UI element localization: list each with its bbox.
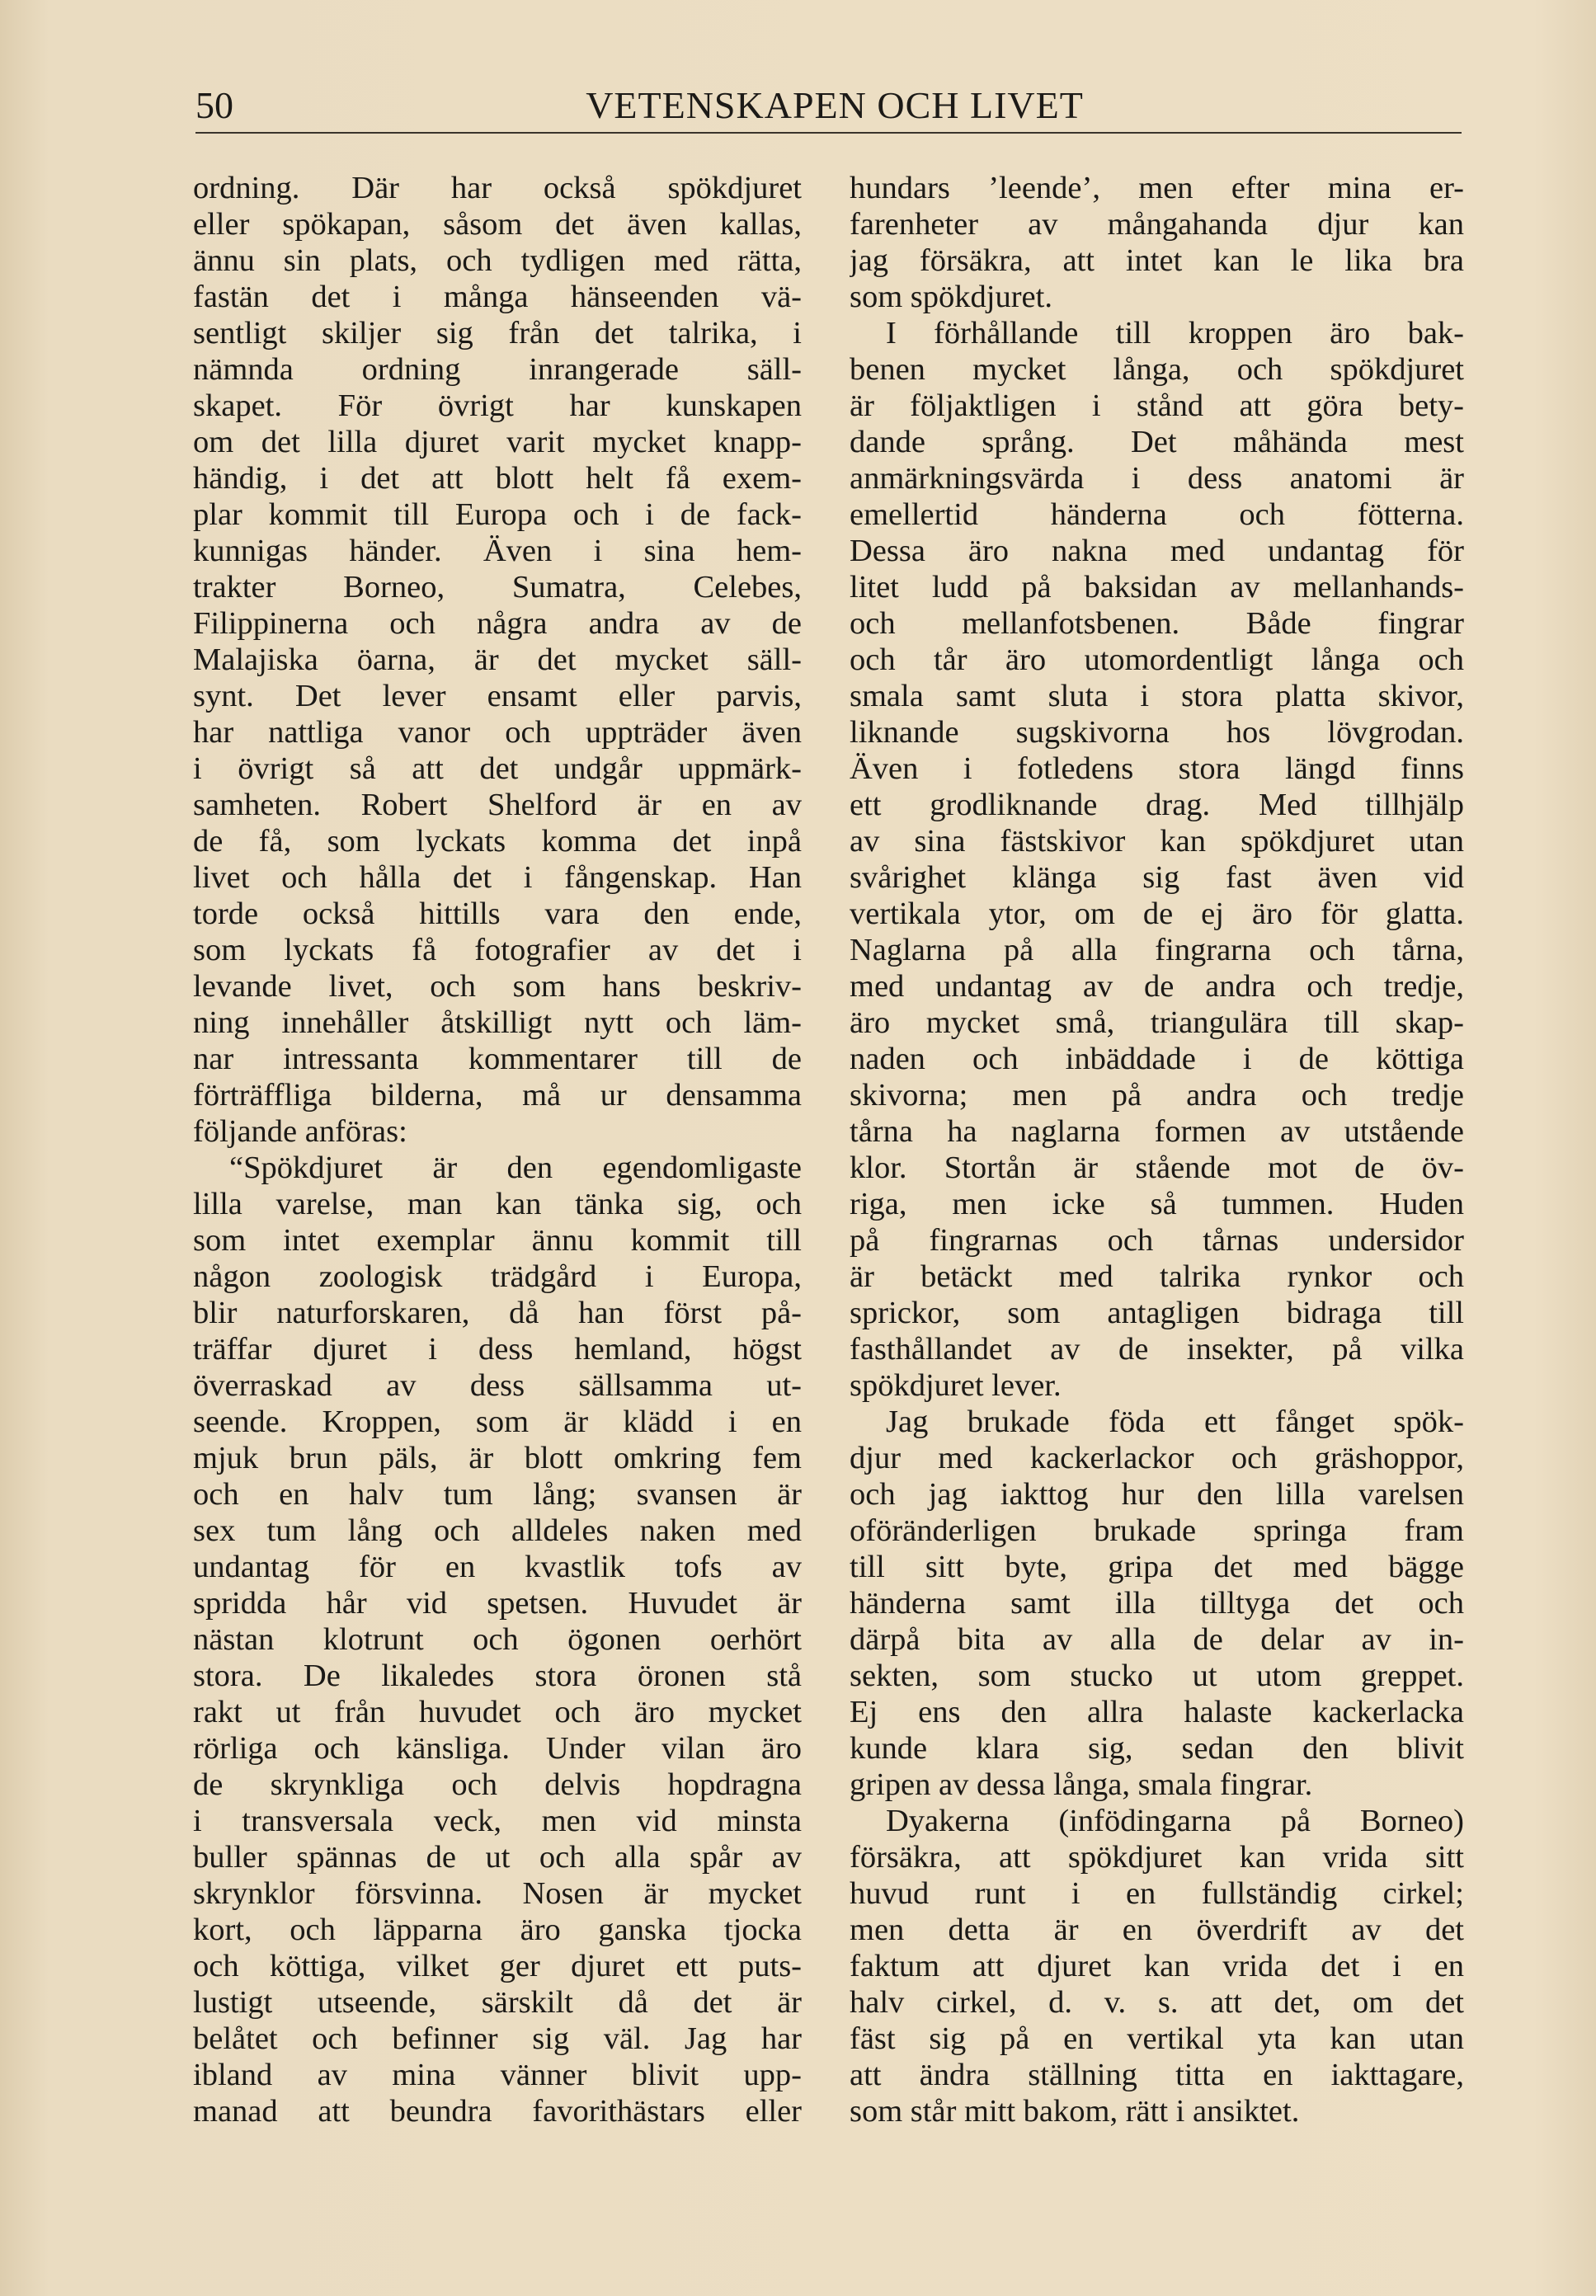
text-line: riga, men icke så tummen. Huden xyxy=(850,1187,1464,1221)
text-line: Malajiska öarna, är det mycket säll- xyxy=(193,642,802,677)
text-line: de skrynkliga och delvis hopdragna xyxy=(193,1767,802,1802)
text-line: mjuk brun päls, är blott omkring fem xyxy=(193,1441,802,1475)
text-line: av sina fästskivor kan spökdjuret utan xyxy=(850,824,1464,859)
text-line: som lyckats få fotografier av det i xyxy=(193,933,802,967)
text-line: trakter Borneo, Sumatra, Celebes, xyxy=(193,570,802,605)
text-line: ordning. Där har också spökdjuret xyxy=(193,171,802,205)
text-line: de få, som lyckats komma det inpå xyxy=(193,824,802,859)
text-line: i övrigt så att det undgår uppmärk- xyxy=(193,751,802,786)
text-line: levande livet, och som hans beskriv- xyxy=(193,969,802,1004)
text-line: som spökdjuret. xyxy=(850,280,1052,314)
text-line: har nattliga vanor och uppträder även xyxy=(193,715,802,750)
text-line: nar intressanta kommentarer till de xyxy=(193,1042,802,1076)
left-column xyxy=(193,170,802,2129)
text-line: fastän det i många hänseenden vä- xyxy=(193,280,802,314)
text-line: smala samt sluta i stora platta skivor, xyxy=(850,679,1464,713)
text-line: är betäckt med talrika rynkor och xyxy=(850,1259,1464,1294)
text-line: spridda hår vid spetsen. Huvudet är xyxy=(193,1586,802,1621)
running-title: VETENSKAPEN OCH LIVET xyxy=(586,84,1084,126)
text-line: nästan klotrunt och ögonen oerhört xyxy=(193,1622,802,1657)
text-line: fäst sig på en vertikal yta kan utan xyxy=(850,2021,1464,2056)
text-line: sex tum lång och alldeles naken med xyxy=(193,1513,802,1548)
text-line: torde också hittills vara den ende, xyxy=(193,896,802,931)
text-line: hundars ’leende’, men efter mina er- xyxy=(850,171,1464,205)
text-line: och jag iakttog hur den lilla varelsen xyxy=(850,1477,1464,1512)
text-line: lilla varelse, man kan tänka sig, och xyxy=(193,1187,802,1221)
text-line: händig, i det att blott helt få exem- xyxy=(193,461,802,496)
text-line: djur med kackerlackor och gräshoppor, xyxy=(850,1441,1464,1475)
text-line: Ej ens den allra halaste kackerlacka xyxy=(850,1695,1464,1729)
text-line: någon zoologisk trädgård i Europa, xyxy=(193,1259,802,1294)
text-line: försäkra, att spökdjuret kan vrida sitt xyxy=(850,1840,1464,1875)
text-line: emellertid händerna och fötterna. xyxy=(850,497,1464,532)
text-line: är följaktligen i stånd att göra bety- xyxy=(850,388,1464,423)
text-line: Dessa äro nakna med undantag för xyxy=(850,534,1464,568)
text-line: eller spökapan, såsom det även kallas, xyxy=(193,207,802,242)
text-line: Även i fotledens stora längd finns xyxy=(850,751,1464,786)
text-line: litet ludd på baksidan av mellanhands- xyxy=(850,570,1464,605)
text-line: och köttiga, vilket ger djuret ett puts- xyxy=(193,1949,802,1983)
text-line: men detta är en överdrift av det xyxy=(850,1913,1464,1947)
text-line: rakt ut från huvudet och äro mycket xyxy=(193,1695,802,1729)
text-line: manad att beundra favorithästars eller xyxy=(193,2094,802,2129)
text-line: ett grodliknande drag. Med tillhjälp xyxy=(850,788,1464,822)
text-line: belåtet och befinner sig väl. Jag har xyxy=(193,2021,802,2056)
text-line: äro mycket små, triangulära till skap- xyxy=(850,1005,1464,1040)
text-line: dande språng. Det måhända mest xyxy=(850,425,1464,459)
text-line: livet och hålla det i fångenskap. Han xyxy=(193,860,802,895)
text-line: undantag för en kvastlik tofs av xyxy=(193,1550,802,1584)
text-line: att ändra ställning titta en iakttagare, xyxy=(850,2058,1464,2092)
text-line: stora. De likaledes stora öronen stå xyxy=(193,1658,802,1693)
text-line: jag försäkra, att intet kan le lika bra xyxy=(850,243,1464,278)
text-line: med undantag av de andra och tredje, xyxy=(850,969,1464,1004)
text-line: faktum att djuret kan vrida det i en xyxy=(850,1949,1464,1983)
text-line: i transversala veck, men vid minsta xyxy=(193,1804,802,1838)
text-line: benen mycket långa, och spökdjuret xyxy=(850,352,1464,387)
text-line: klor. Stortån är stående mot de öv- xyxy=(850,1150,1464,1185)
text-line: nämnda ordning inrangerade säll- xyxy=(193,352,802,387)
text-line: skivorna; men på andra och tredje xyxy=(850,1078,1464,1113)
text-line: fasthållandet av de insekter, på vilka xyxy=(850,1332,1464,1367)
text-line: Naglarna på alla fingrarna och tårna, xyxy=(850,933,1464,967)
text-line: kunde klara sig, sedan den blivit xyxy=(850,1731,1464,1766)
text-line: ännu sin plats, och tydligen med rätta, xyxy=(193,243,802,278)
text-line: följande anföras: xyxy=(193,1114,407,1149)
text-line: överraskad av dess sällsamma ut- xyxy=(193,1368,802,1403)
text-line: seende. Kroppen, som är klädd i en xyxy=(193,1404,802,1439)
text-line: rörliga och känsliga. Under vilan äro xyxy=(193,1731,802,1766)
text-line: Dyakerna (infödingarna på Borneo) xyxy=(886,1804,1464,1838)
text-line: som intet exemplar ännu kommit till xyxy=(193,1223,802,1258)
text-line: därpå bita av alla de delar av in- xyxy=(850,1622,1464,1657)
text-line: om det lilla djuret varit mycket knapp- xyxy=(193,425,802,459)
text-line: anmärkningsvärda i dess anatomi är xyxy=(850,461,1464,496)
text-line: förträffliga bilderna, må ur densamma xyxy=(193,1078,802,1113)
text-line: farenheter av mångahanda djur kan xyxy=(850,207,1464,242)
right-column xyxy=(850,170,1464,2129)
text-line: ning innehåller åtskilligt nytt och läm- xyxy=(193,1005,802,1040)
text-line: och en halv tum lång; svansen är xyxy=(193,1477,802,1512)
text-line: naden och inbäddade i de köttiga xyxy=(850,1042,1464,1076)
text-line: träffar djuret i dess hemland, högst xyxy=(193,1332,802,1367)
text-line: gripen av dessa långa, smala fingrar. xyxy=(850,1767,1313,1802)
text-line: I förhållande till kroppen äro bak- xyxy=(886,316,1464,351)
text-line: skrynklor försvinna. Nosen är mycket xyxy=(193,1876,802,1911)
text-line: svårighet klänga sig fast även vid xyxy=(850,860,1464,895)
text-line: på fingrarnas och tårnas undersidor xyxy=(850,1223,1464,1258)
text-line: liknande sugskivorna hos lövgrodan. xyxy=(850,715,1464,750)
text-line: sentligt skiljer sig från det talrika, i xyxy=(193,316,802,351)
text-line: sekten, som stucko ut utom greppet. xyxy=(850,1658,1464,1693)
text-line: vertikala ytor, om de ej äro för glatta. xyxy=(850,896,1464,931)
text-line: sprickor, som antagligen bidraga till xyxy=(850,1296,1464,1330)
text-line: och mellanfotsbenen. Både fingrar xyxy=(850,606,1464,641)
text-line: som står mitt bakom, rätt i ansiktet. xyxy=(850,2094,1300,2129)
text-line: kort, och läpparna äro ganska tjocka xyxy=(193,1913,802,1947)
text-line: Filippinerna och några andra av de xyxy=(193,606,802,641)
text-line: Jag brukade föda ett fånget spök- xyxy=(886,1404,1464,1439)
text-line: halv cirkel, d. v. s. att det, om det xyxy=(850,1985,1464,2020)
text-line: plar kommit till Europa och i de fack- xyxy=(193,497,802,532)
text-line: till sitt byte, gripa det med bägge xyxy=(850,1550,1464,1584)
text-line: “Spökdjuret är den egendomligaste xyxy=(229,1150,802,1185)
text-line: spökdjuret lever. xyxy=(850,1368,1062,1403)
text-line: blir naturforskaren, då han först på- xyxy=(193,1296,802,1330)
text-line: synt. Det lever ensamt eller parvis, xyxy=(193,679,802,713)
text-line: ibland av mina vänner blivit upp- xyxy=(193,2058,802,2092)
text-line: buller spännas de ut och alla spår av xyxy=(193,1840,802,1875)
text-line: lustigt utseende, särskilt då det är xyxy=(193,1985,802,2020)
text-line: tårna ha naglarna formen av utstående xyxy=(850,1114,1464,1149)
text-line: och tår äro utomordentligt långa och xyxy=(850,642,1464,677)
text-line: oföränderligen brukade springa fram xyxy=(850,1513,1464,1548)
page-header xyxy=(195,81,1462,130)
text-line: händerna samt illa tilltyga det och xyxy=(850,1586,1464,1621)
page-number: 50 xyxy=(195,84,233,126)
text-line: skapet. För övrigt har kunskapen xyxy=(193,388,802,423)
text-line: samheten. Robert Shelford är en av xyxy=(193,788,802,822)
header-rule xyxy=(195,132,1462,134)
text-line: kunnigas händer. Även i sina hem- xyxy=(193,534,802,568)
text-line: huvud runt i en fullständig cirkel; xyxy=(850,1876,1464,1911)
